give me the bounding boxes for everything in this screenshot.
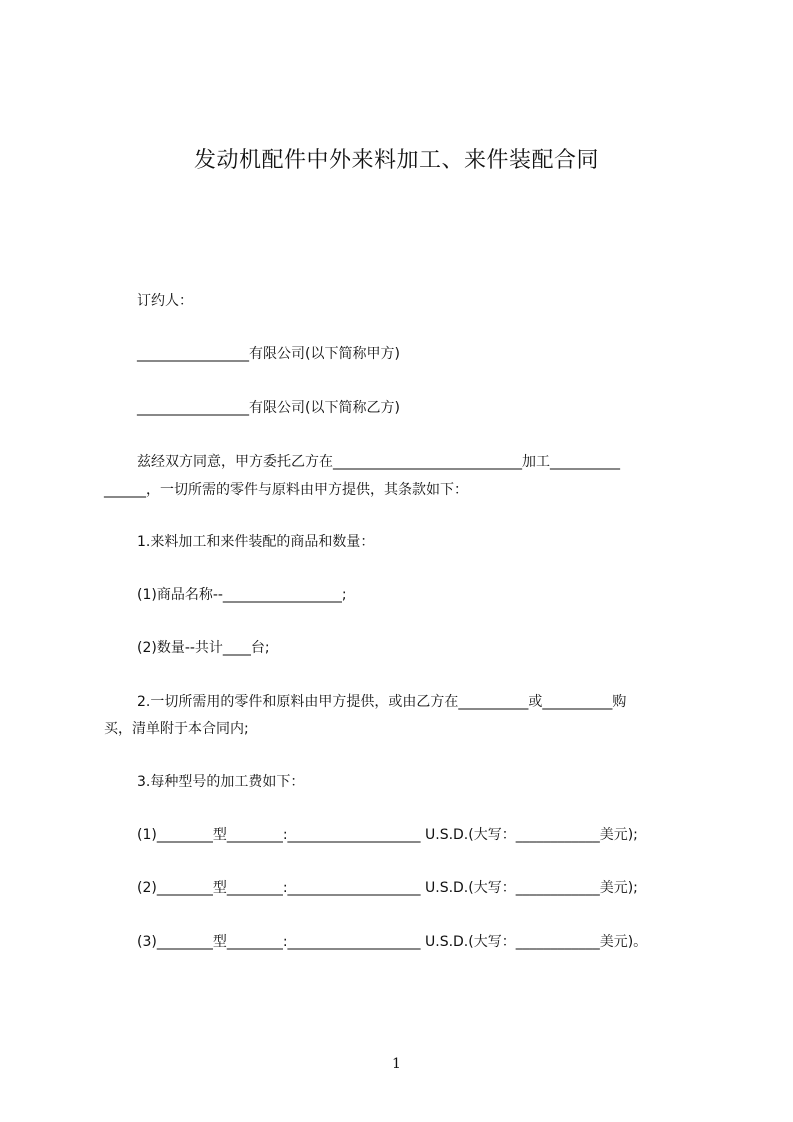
parties-label: 订约人：	[137, 293, 193, 309]
contract-title: 发动机配件中外来料加工、来件装配合同	[193, 148, 599, 173]
clause-2-line-2: 买，清单附于本合同内;	[104, 721, 249, 737]
party-b-line: ________________有限公司(以下简称乙方)	[137, 400, 400, 416]
clause-1-item-1: (1)商品名称--_________________;	[137, 587, 347, 603]
page-number: 1	[392, 1056, 401, 1072]
clause-3-item-3: (3)________型________:___________________ U.S.D.(大写：____________美元)。	[137, 934, 648, 950]
intro-paragraph-line-2: ______，一切所需的零件与原料由甲方提供，其条款如下：	[104, 482, 468, 498]
clause-1-item-2: (2)数量--共计____台;	[137, 640, 270, 656]
intro-paragraph-line-1: 兹经双方同意，甲方委托乙方在___________________________加工__________	[137, 454, 620, 470]
clause-1-heading: 1.来料加工和来件装配的商品和数量：	[137, 534, 375, 550]
clause-3-item-2: (2)________型________:___________________ U.S.D.(大写：____________美元);	[137, 880, 638, 896]
party-a-line: ________________有限公司(以下简称甲方)	[137, 346, 400, 362]
clause-2-line-1: 2.一切所需用的零件和原料由甲方提供，或由乙方在__________或__________购	[137, 694, 627, 710]
clause-3-item-1: (1)________型________:___________________ U.S.D.(大写：____________美元);	[137, 827, 638, 843]
clause-3-heading: 3.每种型号的加工费如下：	[137, 774, 305, 790]
